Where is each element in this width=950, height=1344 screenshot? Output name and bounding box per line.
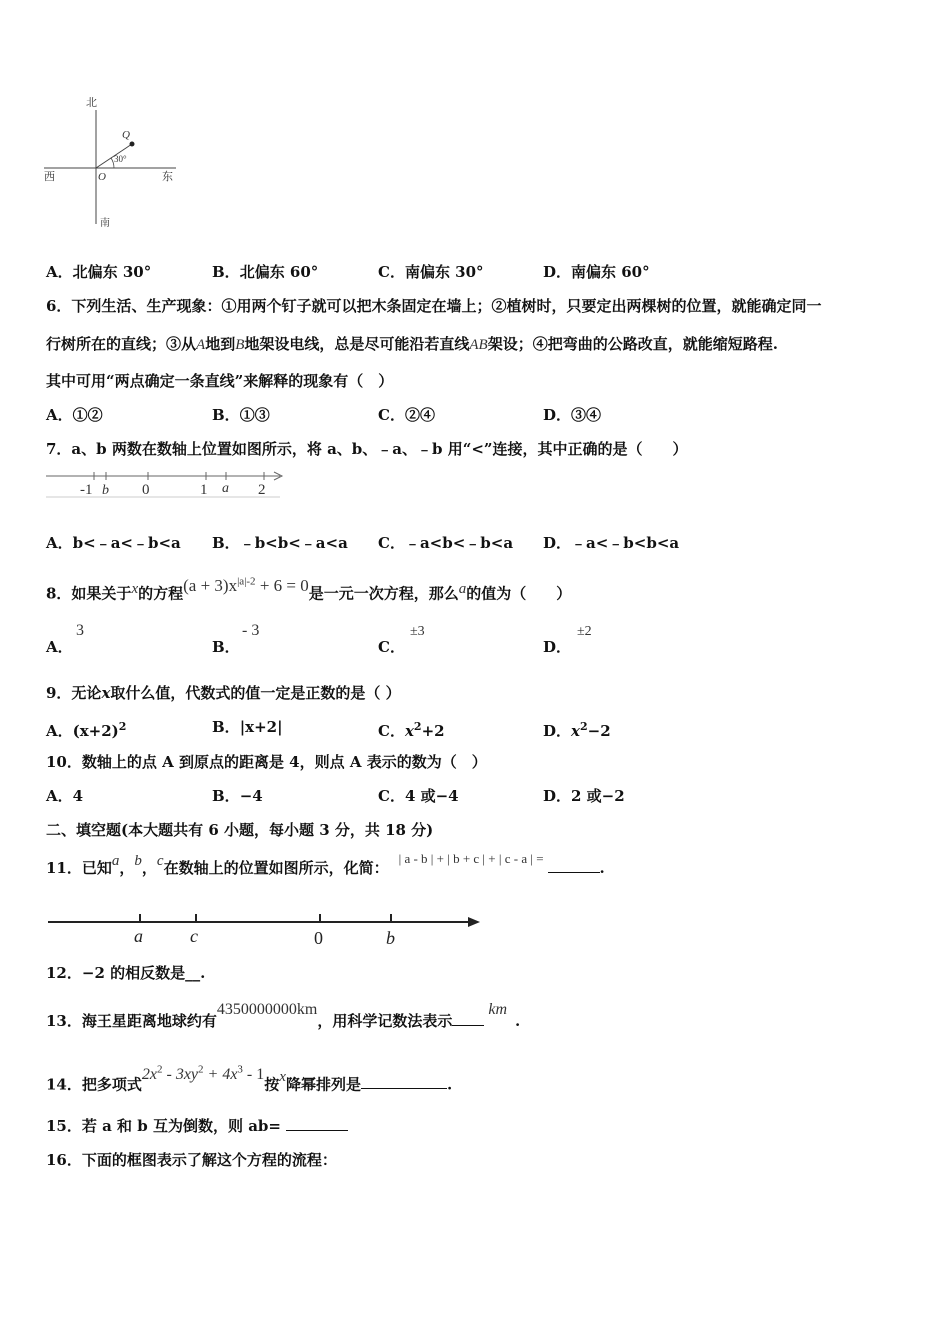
q5-option-a[interactable]: A．北偏东 30°	[46, 263, 152, 281]
point-q-dot	[130, 142, 135, 147]
q8-option-c[interactable]: C．	[378, 638, 405, 656]
q16-text: 16．下面的框图表示了解这个方程的流程：	[46, 1151, 337, 1169]
angle-label: 30°	[114, 154, 127, 164]
east-label: 东	[162, 171, 173, 183]
q8-option-a[interactable]: A．	[46, 638, 73, 656]
q9-option-c[interactable]: C．$x^2+2$	[378, 720, 445, 740]
q15-text: 15．若 a 和 b 互为倒数，则 ab=	[46, 1116, 348, 1136]
q7-option-b[interactable]: B．﹣b<b<﹣a<a	[212, 534, 348, 552]
q6-line-1: 6．下列生活、生产现象：①用两个钉子就可以把木条固定在墙上；②植树时，只要定出两棵树的位置，就能确定同一	[46, 297, 822, 315]
west-label: 西	[44, 171, 55, 183]
q6-option-a[interactable]: A．①②	[46, 406, 103, 424]
q5-option-b[interactable]: B．北偏东 60°	[212, 263, 319, 281]
q11-label-a: a	[134, 926, 143, 946]
q7-option-a[interactable]: A．b<﹣a<﹣b<a	[46, 534, 181, 552]
q7-label-1: 1	[200, 482, 208, 498]
q11-axis-arrow	[468, 917, 480, 927]
q14-answer-blank[interactable]	[361, 1074, 447, 1089]
q11-label-0: 0	[314, 928, 323, 948]
q8-option-b[interactable]: B．	[212, 638, 240, 656]
q10-option-b[interactable]: B．−4	[212, 787, 263, 805]
q8-option-c-value: ±3	[410, 624, 425, 639]
q8-option-a-value: 3	[76, 622, 84, 639]
q11-expression: | a - b | + | b + c | + | c - a | =	[398, 851, 544, 866]
q5-option-d[interactable]: D．南偏东 60°	[543, 263, 650, 281]
q8-option-b-value: - 3	[242, 622, 260, 639]
origin-label: O	[98, 171, 106, 183]
q6-option-b[interactable]: B．①③	[212, 406, 270, 424]
q11-label-c: c	[190, 926, 198, 946]
q-label: Q	[122, 129, 130, 141]
q8-stem: 8．如果关于x的方程$(a + 3)x^{|a|-2} + 6 = 0$是一元一次方程，那么a的值为（ ）	[46, 575, 572, 603]
q13-answer-blank[interactable]	[452, 1011, 484, 1026]
q6-option-c[interactable]: C．②④	[378, 406, 435, 424]
q9-option-a[interactable]: A．$(x+2)^2$	[46, 720, 127, 740]
q7-label-a: a	[222, 481, 229, 496]
q7-label-b: b	[102, 483, 109, 498]
section-2-heading: 二、填空题(本大题共有 6 小题，每小题 3 分，共 18 分)	[46, 821, 434, 839]
q8-option-d[interactable]: D．	[543, 638, 572, 656]
q7-option-c[interactable]: C．﹣a<b<﹣b<a	[378, 534, 514, 552]
q12-text: 12．−2 的相反数是__.	[46, 964, 206, 982]
q11-answer-blank[interactable]	[548, 858, 600, 873]
q14-text: 14．把多项式$2x^2 - 3xy^2 + 4x^3 - 1$按x降幂排列是 .	[46, 1064, 453, 1094]
q6-line-3: 其中可用“两点确定一条直线”来解释的现象有（ ）	[46, 372, 394, 390]
q7-label-0: 0	[142, 482, 150, 498]
south-label: 南	[100, 218, 110, 229]
q10-option-a[interactable]: A．4	[46, 787, 84, 805]
q9-stem: 9．无论x取什么值，代数式的值一定是正数的是（ ）	[46, 684, 401, 702]
q7-number-line	[44, 470, 294, 504]
q6-option-d[interactable]: D．③④	[543, 406, 602, 424]
q6-line-2: 行树所在的直线；③从A地到B地架设电线，总是尽可能沿若直线AB架设；④把弯曲的公路改直，就能缩短路程.	[46, 335, 778, 353]
q10-stem: 10．数轴上的点 A 到原点的距离是 4，则点 A 表示的数为（ ）	[46, 753, 487, 771]
q13-text: 13．海王星距离地球约有4350000000km，用科学记数法表示km.	[46, 1001, 521, 1030]
q11-label-b: b	[386, 928, 395, 948]
compass-figure	[40, 92, 190, 232]
q5-option-c[interactable]: C．南偏东 30°	[378, 263, 484, 281]
q9-option-d[interactable]: D．$x^2-2$	[543, 720, 611, 740]
q7-stem: 7．a、b 两数在数轴上位置如图所示，将 a、b、﹣a、﹣b 用“<”连接，其中正确的是（ ）	[46, 440, 688, 458]
q7-option-d[interactable]: D．﹣a<﹣b<b<a	[543, 534, 680, 552]
q10-option-c[interactable]: C．4 或−4	[378, 787, 459, 805]
q8-option-d-value: ±2	[577, 624, 592, 639]
q11-stem: 11．已知a，b，c在数轴上的位置如图所示，化简：| a - b | + | b + c | + | c - a | =.	[46, 851, 605, 877]
q11-number-line	[44, 908, 484, 948]
q9-option-b[interactable]: B．|x+2|	[212, 718, 283, 736]
north-label: 北	[86, 97, 97, 109]
q10-option-d[interactable]: D．2 或−2	[543, 787, 625, 805]
q7-label-2: 2	[258, 482, 266, 498]
q8-equation: (a + 3)x	[183, 575, 238, 595]
q7-label-minus1: -1	[80, 482, 93, 498]
q15-answer-blank[interactable]	[286, 1116, 348, 1131]
q14-polynomial: $2x^2 - 3xy^2 + 4x^3 - 1$	[141, 1064, 265, 1084]
